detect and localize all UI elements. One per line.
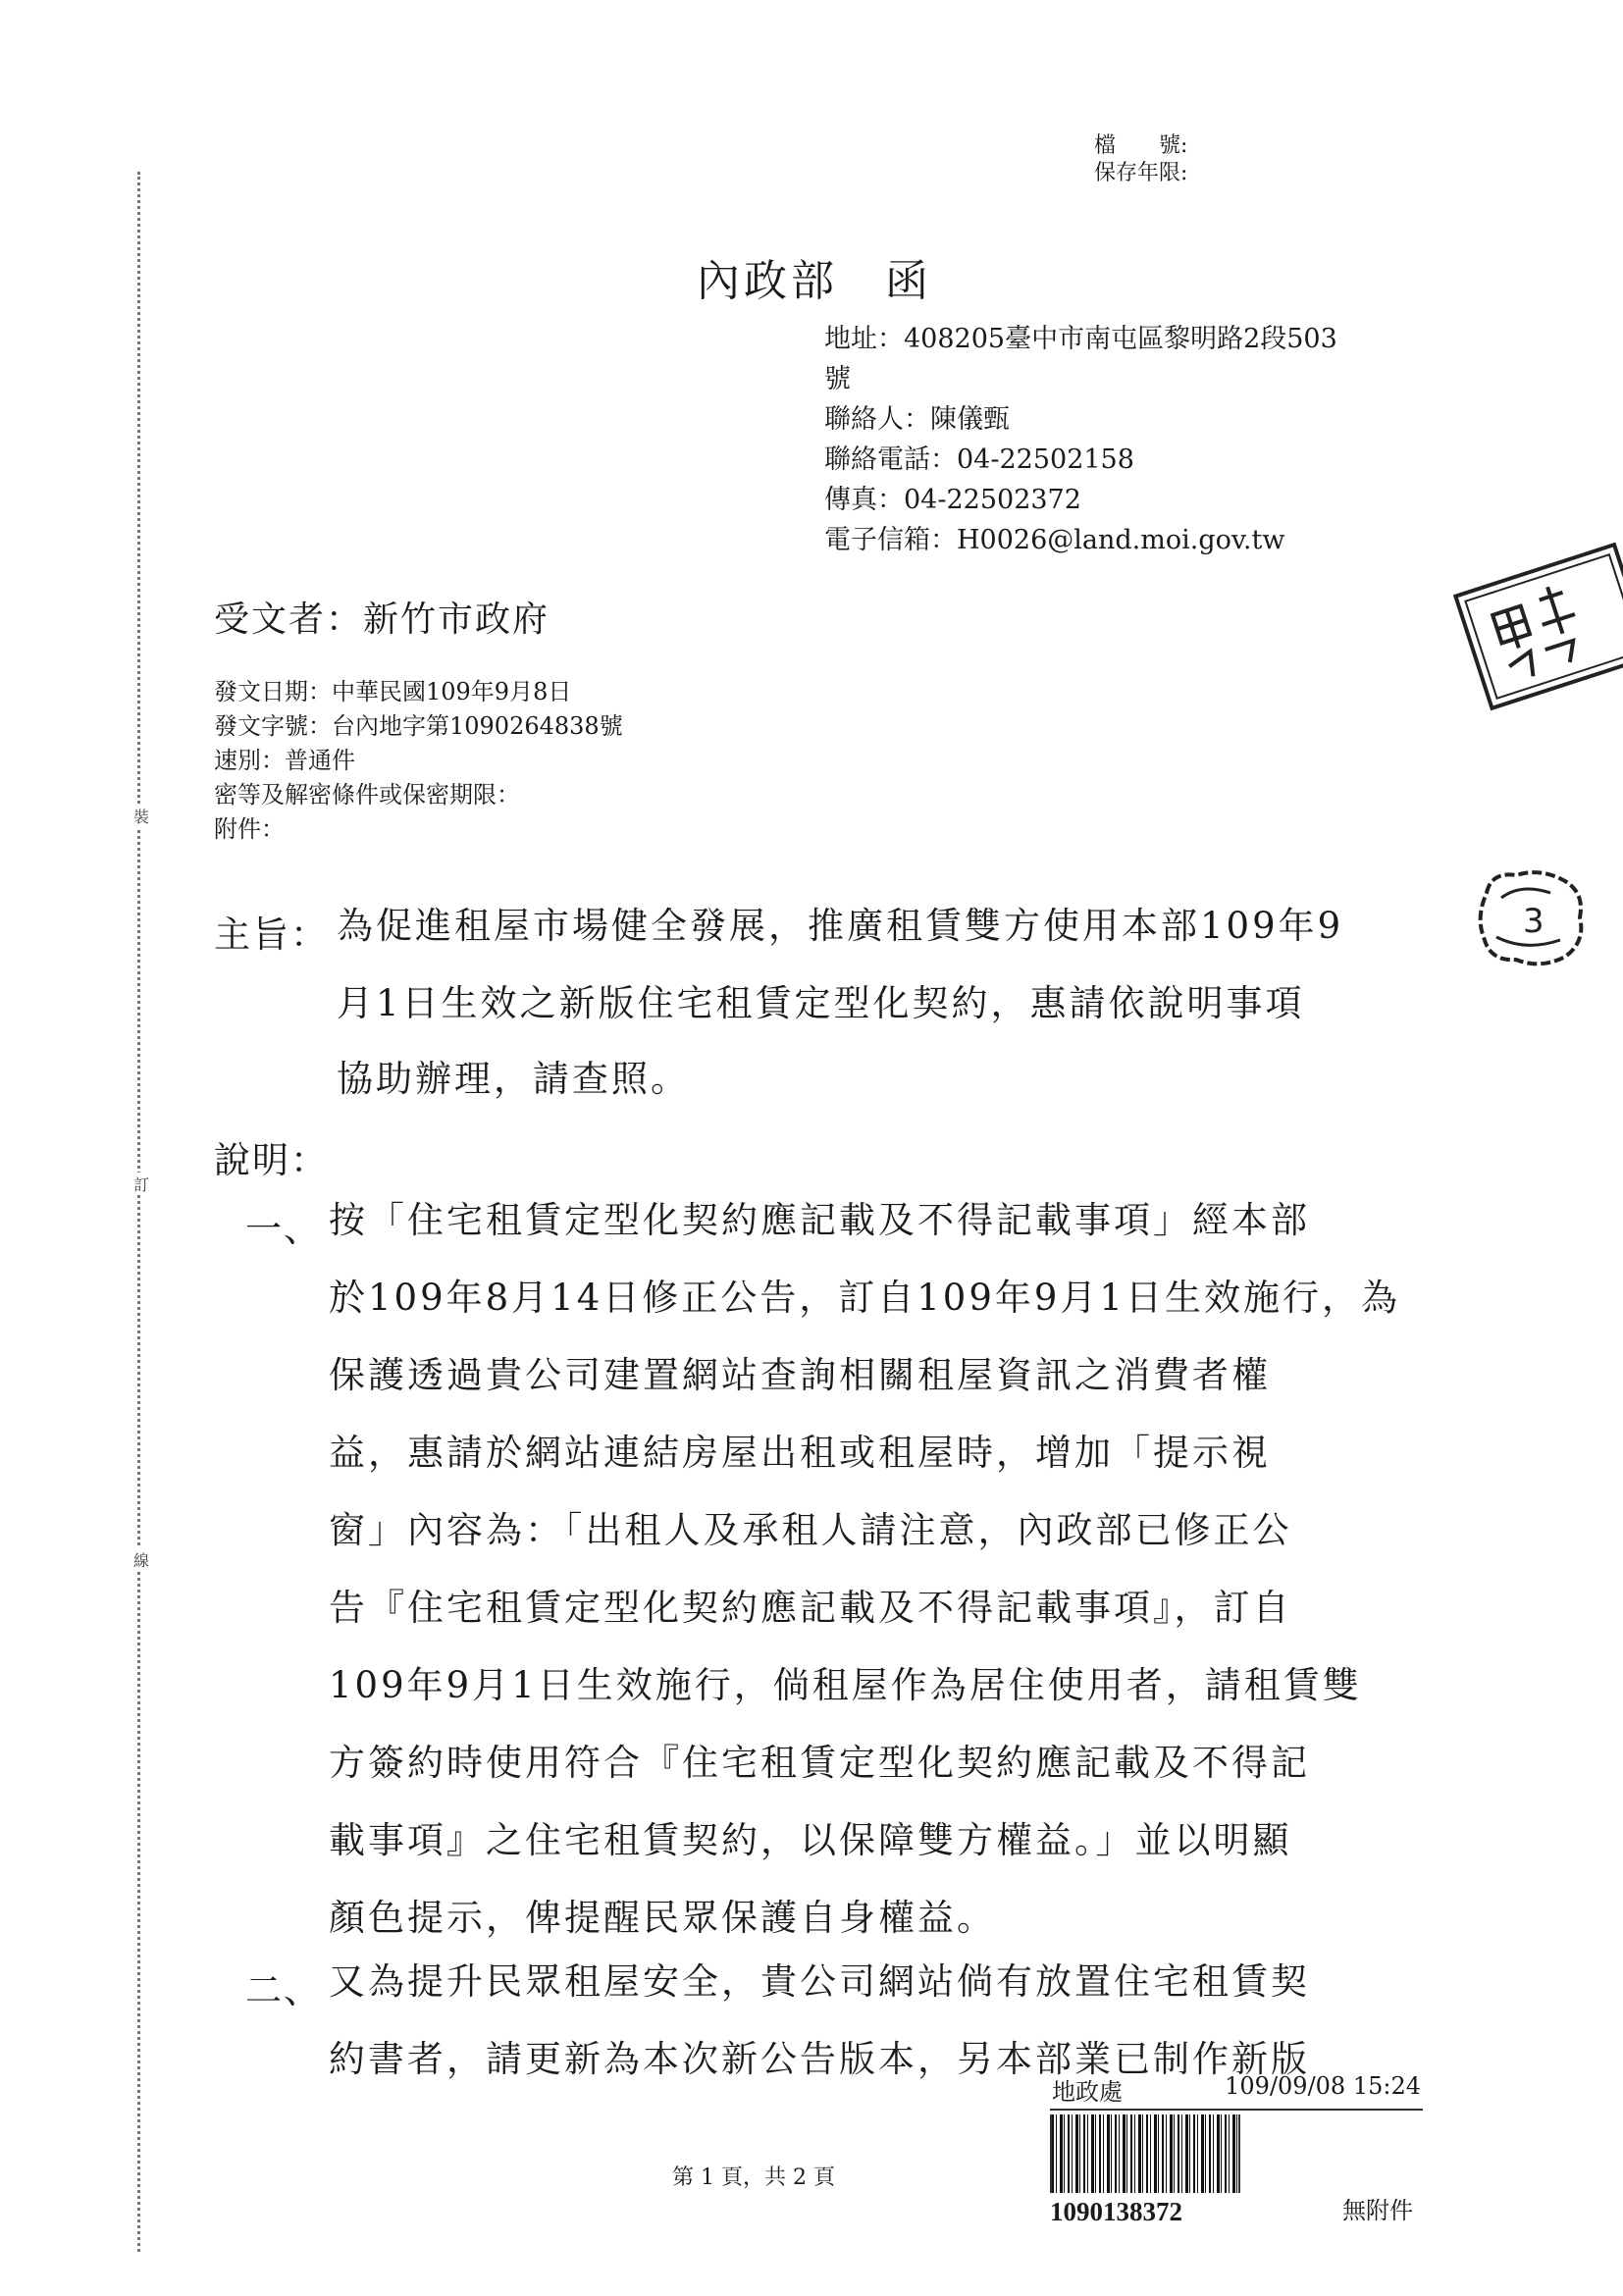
explanation-line: 按「住宅租賃定型化契約應記載及不得記載事項」經本部 — [329, 1199, 1310, 1241]
contact-block — [824, 319, 1337, 560]
page-sequence-stamp-icon — [1472, 863, 1590, 971]
file-number-label: 檔 號: — [1094, 133, 1188, 158]
retention-period-label: 保存年限: — [1094, 161, 1188, 185]
document-title: 內政部 函 — [697, 256, 932, 306]
receipt-number: 1090138372 — [1050, 2197, 1182, 2226]
explanation-line: 窗」內容為：「出租人及承租人請注意，內政部已修正公 — [329, 1509, 1292, 1551]
issue-date: 發文日期：中華民國109年9月8日 — [214, 678, 572, 705]
binding-mark-zhuang: 裝 — [133, 805, 149, 827]
contact-fax: 傳真：04-22502372 — [824, 485, 1081, 515]
secrecy-level: 密等及解密條件或保密期限： — [214, 781, 520, 809]
archive-info — [1094, 132, 1187, 187]
recipient: 受文者：新竹市政府 — [214, 600, 550, 640]
contact-person: 聯絡人：陳儀甄 — [824, 404, 1010, 435]
binding-dotted-line — [137, 172, 140, 2252]
explanation-line: 益，惠請於網站連結房屋出租或租屋時，增加「提示視 — [329, 1432, 1271, 1474]
explanation-line: 告『住宅租賃定型化契約應記載及不得記載事項』，訂自 — [329, 1587, 1292, 1629]
speed-class: 速別：普通件 — [214, 747, 355, 774]
subject-line: 協助辦理，請查照。 — [337, 1058, 690, 1100]
contact-phone: 聯絡電話：04-22502158 — [824, 444, 1134, 475]
explanation-line: 109年9月1日生效施行，倘租屋作為居住使用者，請租賃雙 — [329, 1664, 1362, 1706]
receipt-unit: 地政處 — [1052, 2078, 1123, 2106]
subject-line: 月1日生效之新版住宅租賃定型化契約，惠請依說明事項 — [337, 982, 1305, 1024]
receipt-attachment: 無附件 — [1342, 2197, 1413, 2224]
explanation-line: 又為提升民眾租屋安全，貴公司網站倘有放置住宅租賃契 — [329, 1960, 1310, 2003]
receipt-datetime: 109/09/08 15:24 — [1225, 2072, 1421, 2100]
binding-mark-xian: 線 — [133, 1548, 149, 1571]
explanation-line: 顏色提示，俾提醒民眾保護自身權益。 — [329, 1897, 996, 1939]
explanation-line: 於109年8月14日修正公告，訂自109年9月1日生效施行，為 — [329, 1277, 1400, 1319]
address-line-1: 地址：408205臺中市南屯區黎明路2段503 — [824, 324, 1337, 354]
page-sequence-number: 3 — [1523, 902, 1544, 941]
explanation-line: 保護透過貴公司建置網站查詢相關租屋資訊之消費者權 — [329, 1354, 1271, 1396]
electronic-document-seal-icon — [1440, 530, 1623, 726]
explanation-item-number: 二、 — [245, 1969, 322, 2011]
explanation-line: 約書者，請更新為本次新公告版本，另本部業已制作新版 — [329, 2038, 1310, 2080]
page-footer: 第 1 頁，共 2 頁 — [672, 2166, 835, 2190]
subject-line: 為促進租屋市場健全發展，推廣租賃雙方使用本部109年9 — [337, 905, 1344, 947]
attachment: 附件： — [214, 815, 285, 843]
document-meta — [214, 675, 623, 847]
explanation-line: 載事項』之住宅租賃契約，以保障雙方權益。」並以明顯 — [329, 1819, 1292, 1861]
explanation-line: 方簽約時使用符合『住宅租賃定型化契約應記載及不得記 — [329, 1742, 1310, 1784]
address-line-2: 號 — [824, 364, 851, 394]
receipt-stamp — [1050, 2072, 1423, 2227]
subject-label: 主旨： — [214, 913, 329, 956]
explanation-label: 說明： — [214, 1139, 329, 1181]
reference-number: 發文字號：台內地字第1090264838號 — [214, 712, 623, 740]
binding-mark-ding: 訂 — [133, 1173, 149, 1195]
barcode-icon — [1050, 2114, 1240, 2193]
contact-email: 電子信箱：H0026@land.moi.gov.tw — [824, 525, 1285, 555]
explanation-item-number: 一、 — [245, 1208, 322, 1250]
